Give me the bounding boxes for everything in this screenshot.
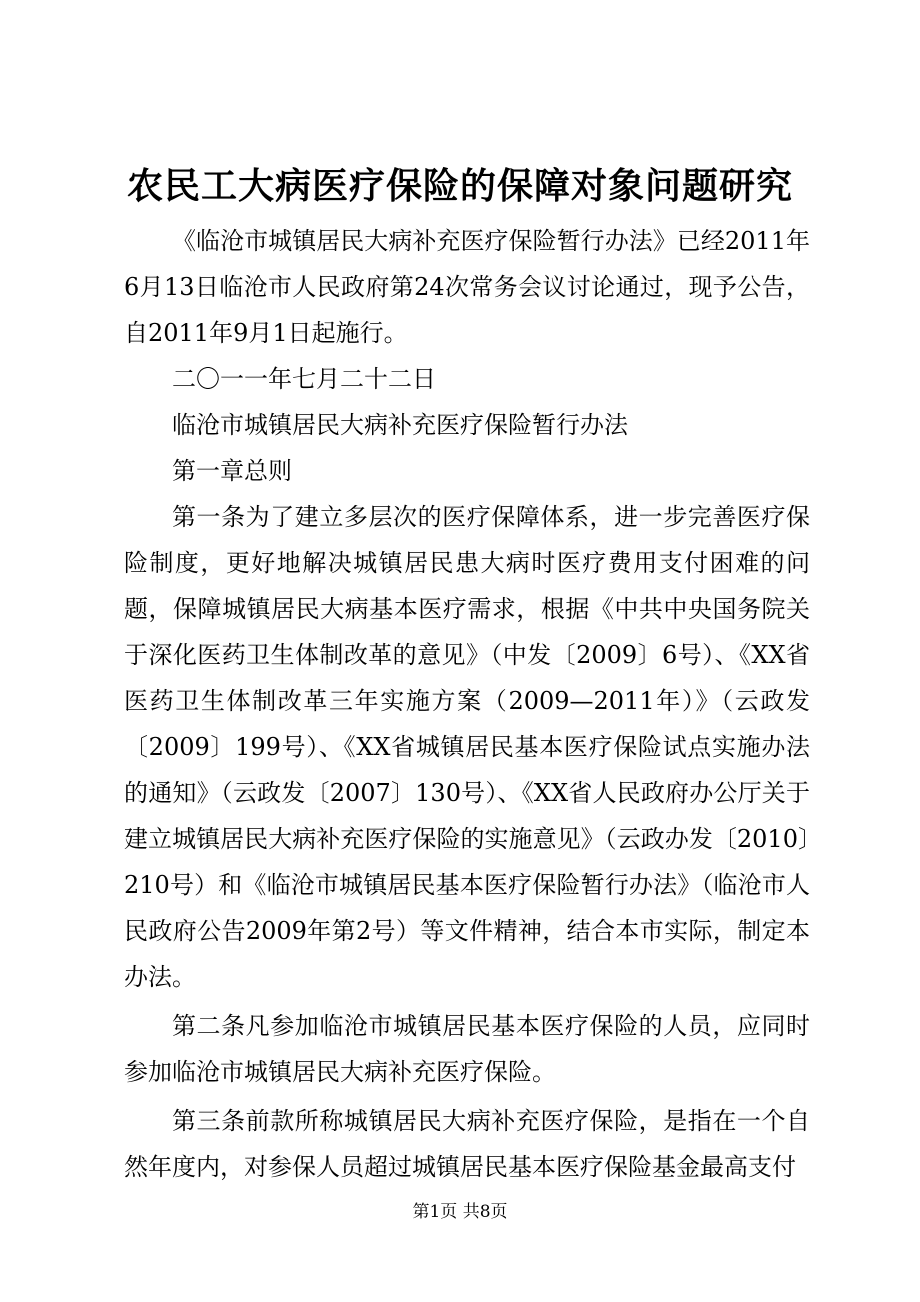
paragraph-regulation-name: 临沧市城镇居民大病补充医疗保险暂行办法	[172, 411, 628, 439]
document-body	[124, 218, 810, 1190]
paragraph-article-3: 第三条前款所称城镇居民大病补充医疗保险，是指在一个自然年度内，对参保人员超过城镇居民基本医疗保险基金最高支付	[124, 1107, 810, 1181]
paragraph-date: 二〇一一年七月二十二日	[172, 365, 436, 393]
document-title: 农民工大病医疗保险的保障对象问题研究	[126, 165, 793, 207]
page-footer: 第1页 共8页	[412, 1202, 508, 1222]
paragraph-announcement: 《临沧市城镇居民大病补充医疗保险暂行办法》已经2011年6月13日临沧市人民政府第24次常务会议讨论通过，现予公告，自2011年9月1日起施行。	[124, 227, 810, 347]
paragraph-article-2: 第二条凡参加临沧市城镇居民基本医疗保险的人员，应同时参加临沧市城镇居民大病补充医疗保险。	[124, 1012, 810, 1086]
paragraph-article-1: 第一条为了建立多层次的医疗保障体系，进一步完善医疗保险制度，更好地解决城镇居民患大病时医疗费用支付困难的问题，保障城镇居民大病基本医疗需求，根据《中共中央国务院关于深化医药卫生体制改革的意见》（中发〔2009〕6号）、《XX省医药卫生体制改革三年实施方案（2009—2011年）》（云政发〔2009〕199号）、《XX省城镇居民基本医疗保险试点实施办法的通知》（云政发〔2007〕130号）、《XX省人民政府办公厅关于建立城镇居民大病补充医疗保险的实施意见》（云政办发〔2010〕210号）和《临沧市城镇居民基本医疗保险暂行办法》（临沧市人民政府公告2009年第2号）等文件精神，结合本市实际，制定本办法。	[124, 503, 810, 991]
paragraph-chapter-heading: 第一章总则	[172, 457, 292, 485]
